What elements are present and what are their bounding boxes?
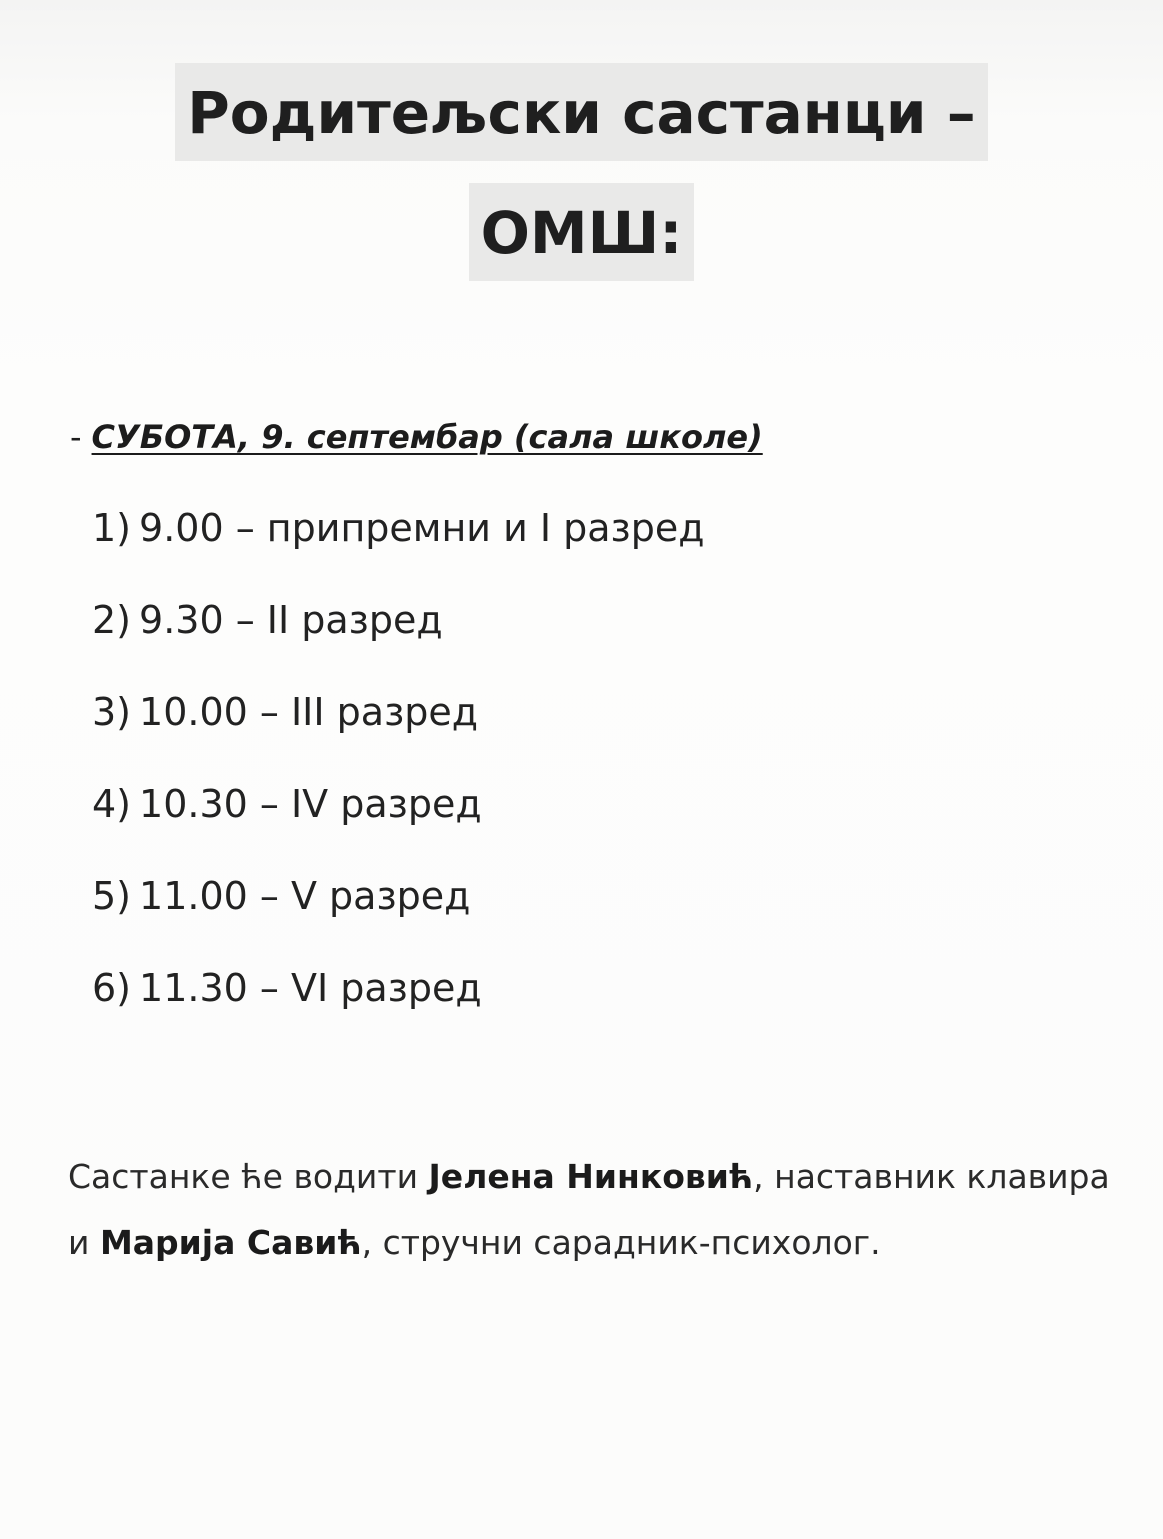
teacher-name: Јелена Нинковић (428, 1157, 754, 1196)
footer-note: Састанке ће водити Јелена Нинковић, наставник клавира и Марија Савић, стручни сарадник-психолог. (68, 1157, 1110, 1262)
dash-bullet: - (70, 418, 82, 456)
psychologist-name: Марија Савић (99, 1223, 362, 1262)
list-item: 6) 11.30 – VI разред (92, 966, 482, 1010)
schedule-list (92, 505, 705, 1057)
list-item: 5) 11.00 – V разред (92, 874, 471, 918)
list-item: 4) 10.30 – IV разред (92, 782, 482, 826)
page-title-line-1: Родитељски састанци – (0, 84, 1163, 142)
day-label: СУБОТА, 9. септембар (сала школе) (91, 418, 763, 456)
day-heading (70, 418, 763, 456)
list-item: 2) 9.30 – II разред (92, 598, 443, 642)
list-item: 3) 10.00 – III разред (92, 690, 479, 734)
page-title-line-2: ОМШ: (0, 204, 1163, 262)
list-item: 1) 9.00 – припремни и I разред (92, 506, 705, 550)
